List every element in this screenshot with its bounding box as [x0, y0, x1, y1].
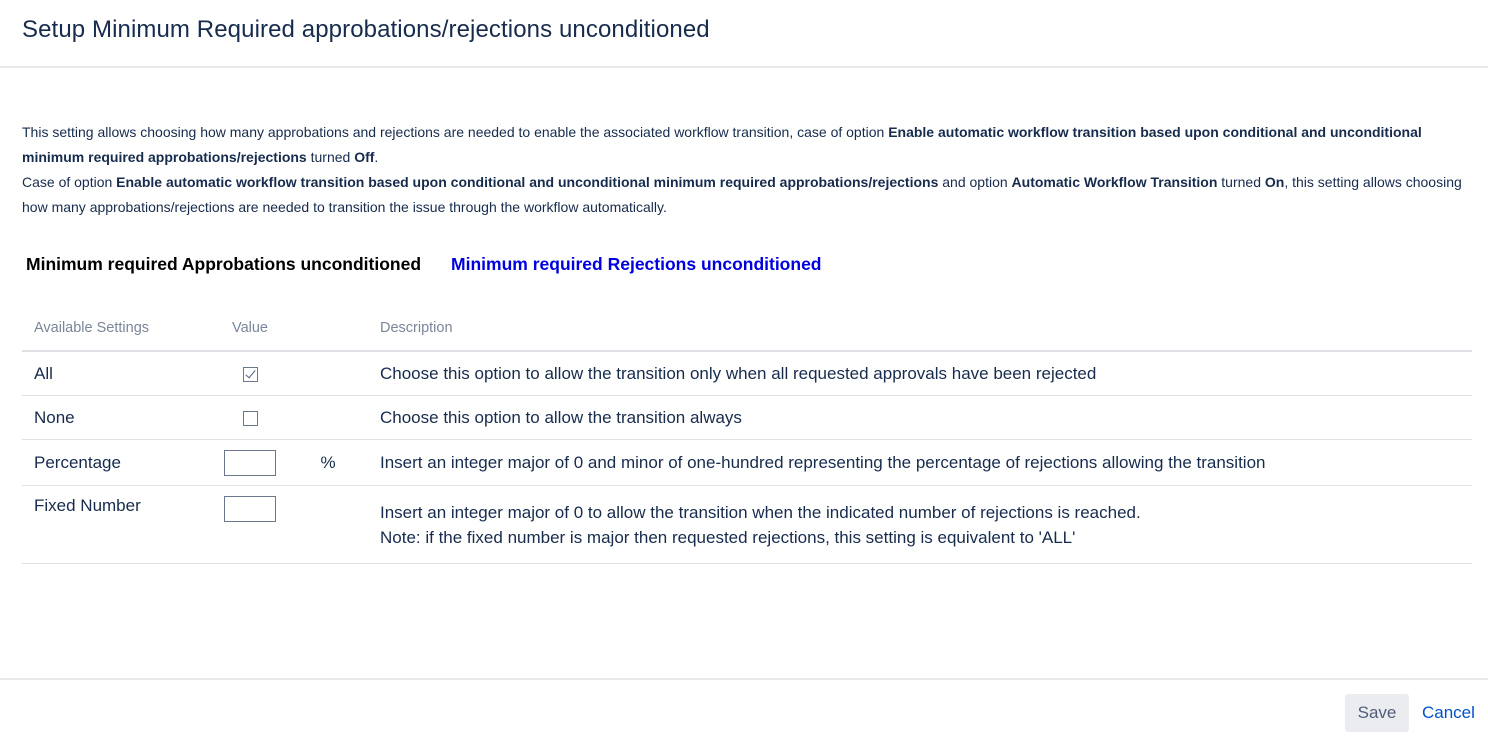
setting-description: Insert an integer major of 0 and minor of one-hundred representing the percentage of rejections allowing the transition	[368, 440, 1472, 486]
intro-option-name: Enable automatic workflow transition based upon conditional and unconditional minimum required approbations/rejections	[116, 174, 939, 190]
intro-text-segment: and option	[938, 174, 1012, 190]
percent-unit: %	[288, 440, 368, 486]
dialog-footer	[0, 678, 1488, 741]
unit-cell	[288, 351, 368, 396]
value-cell	[212, 396, 288, 440]
settings-table	[22, 306, 1472, 564]
setting-description	[368, 486, 1472, 564]
all-checkbox[interactable]	[243, 367, 258, 382]
table-header-row	[22, 306, 1472, 351]
tab-approbations[interactable]: Minimum required Approbations unconditioned	[26, 253, 422, 274]
fixed-number-note: Note: if the fixed number is major then requested rejections, this setting is equivalent to 'ALL'	[380, 527, 1076, 547]
setting-name: Percentage	[22, 440, 212, 486]
unit-cell	[288, 396, 368, 440]
header-description: Description	[368, 306, 1472, 351]
unit-cell	[288, 486, 368, 564]
intro-text-segment: This setting allows choosing how many approbations and rejections are needed to enable the associated workflow transition, case of option	[22, 124, 889, 140]
intro-text-segment: Case of option	[22, 174, 117, 190]
value-cell	[212, 351, 288, 396]
setting-name: Fixed Number	[22, 486, 212, 564]
tab-rejections[interactable]: Minimum required Rejections unconditioned	[451, 253, 822, 274]
dialog-content	[0, 68, 1488, 564]
intro-text-segment: turned	[1217, 174, 1265, 190]
none-checkbox[interactable]	[243, 411, 258, 426]
tab-bar	[22, 249, 1466, 279]
intro-state-off: Off	[354, 149, 375, 165]
intro-text-segment: .	[374, 149, 379, 165]
cancel-button[interactable]: Cancel	[1418, 694, 1479, 732]
dialog-title: Setup Minimum Required approbations/rejections unconditioned	[22, 16, 710, 43]
table-row	[22, 351, 1472, 396]
setting-name: All	[22, 351, 212, 396]
setting-description: Choose this option to allow the transition only when all requested approvals have been rejected	[368, 351, 1472, 396]
value-cell	[212, 486, 288, 564]
setting-name: None	[22, 396, 212, 440]
fixed-number-input[interactable]	[224, 496, 276, 522]
table-row	[22, 486, 1472, 564]
header-value: Value	[212, 306, 288, 351]
header-unit	[288, 306, 368, 351]
intro-text-segment: , this setting allows choosing how many approbations/rejections are needed to transition the issue through the workflow automatically.	[22, 174, 1462, 215]
header-available-settings: Available Settings	[22, 306, 212, 351]
value-cell	[212, 440, 288, 486]
table-row	[22, 396, 1472, 440]
table-row	[22, 440, 1472, 486]
intro-option-name: Enable automatic workflow transition based upon conditional and unconditional minimum required approbations/rejections	[22, 124, 1422, 165]
intro-option-name: Automatic Workflow Transition	[1011, 174, 1218, 190]
percentage-input[interactable]	[224, 450, 276, 476]
intro-text-segment: turned	[306, 149, 355, 165]
save-button[interactable]: Save	[1345, 694, 1409, 732]
setting-description: Choose this option to allow the transition always	[368, 396, 1472, 440]
dialog-header	[0, 0, 1488, 68]
intro-text	[22, 120, 1466, 220]
fixed-number-description: Insert an integer major of 0 to allow the transition when the indicated number of rejections is reached.	[380, 502, 1141, 522]
intro-state-on: On	[1264, 174, 1285, 190]
